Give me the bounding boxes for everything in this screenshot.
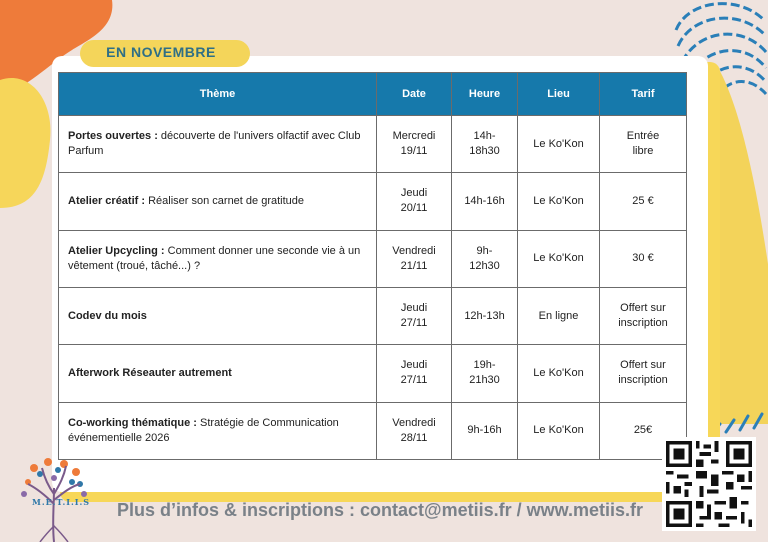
event-time xyxy=(452,116,518,173)
table-header-row xyxy=(59,73,687,116)
event-place: Le Ko'Kon xyxy=(518,402,600,459)
event-title: Atelier Upcycling : xyxy=(68,244,165,257)
col-header-price: Tarif xyxy=(600,73,687,116)
qr-code-icon xyxy=(662,437,756,531)
event-day: Vendredi xyxy=(392,244,436,257)
table-row xyxy=(59,116,687,173)
event-date xyxy=(377,230,452,287)
event-price: 25€ xyxy=(600,402,687,459)
event-theme xyxy=(59,230,377,287)
event-day: Jeudi xyxy=(400,187,428,200)
event-price xyxy=(600,116,687,173)
event-time-end: 21h30 xyxy=(469,374,500,387)
event-time xyxy=(452,230,518,287)
event-time-start: 14h-16h xyxy=(464,194,505,207)
event-place: En ligne xyxy=(518,287,600,344)
table-row xyxy=(59,173,687,230)
event-day: Vendredi xyxy=(392,416,436,429)
decor-yellow-right xyxy=(716,64,768,424)
event-theme xyxy=(59,287,377,344)
event-title: Codev du mois xyxy=(68,309,147,322)
col-header-place: Lieu xyxy=(518,73,600,116)
event-title: Portes ouvertes : xyxy=(68,130,158,143)
event-place: Le Ko'Kon xyxy=(518,230,600,287)
event-price: 30 € xyxy=(600,230,687,287)
decor-yellow-blob xyxy=(0,60,60,210)
event-price-line1: Entrée xyxy=(626,130,660,143)
event-price xyxy=(600,287,687,344)
event-price: 25 € xyxy=(600,173,687,230)
event-description: Stratégie de Communication événementielle 2026 xyxy=(68,416,339,444)
table-row xyxy=(59,230,687,287)
logo-text: M.E.T.I.I.S xyxy=(32,497,91,507)
event-theme xyxy=(59,402,377,459)
footer-contact: Plus d’infos & inscriptions : contact@metiis.fr / www.metiis.fr xyxy=(117,500,643,520)
event-price-line1: Offert sur xyxy=(620,359,666,372)
event-time-start: 14h- xyxy=(473,130,496,143)
event-day-number: 28/11 xyxy=(400,431,428,444)
event-time xyxy=(452,402,518,459)
event-price-line2: inscription xyxy=(618,317,668,330)
event-place: Le Ko'Kon xyxy=(518,173,600,230)
event-day: Jeudi xyxy=(400,359,428,372)
event-time-end: 18h30 xyxy=(469,145,500,158)
event-description: Comment donner une seconde vie à un vêtement (troué, tâché...) ? xyxy=(68,244,361,272)
event-time xyxy=(452,173,518,230)
event-title: Atelier créatif : xyxy=(68,194,146,207)
event-place: Le Ko'Kon xyxy=(518,116,600,173)
event-description: Réaliser son carnet de gratitude xyxy=(145,194,305,207)
event-price xyxy=(600,345,687,402)
event-price-line1: Offert sur xyxy=(620,302,666,315)
event-day-number: 19/11 xyxy=(400,145,428,158)
col-header-time: Heure xyxy=(452,73,518,116)
event-day: Mercredi xyxy=(392,130,436,143)
event-theme xyxy=(59,173,377,230)
event-title: Co-working thématique : xyxy=(68,416,197,429)
event-theme xyxy=(59,345,377,402)
month-label: EN NOVEMBRE xyxy=(106,44,216,60)
event-time-start: 19h- xyxy=(473,359,496,372)
table-row xyxy=(59,287,687,344)
event-date xyxy=(377,116,452,173)
table-row xyxy=(59,345,687,402)
event-time-end: 12h30 xyxy=(469,259,500,272)
col-header-date: Date xyxy=(377,73,452,116)
event-theme xyxy=(59,116,377,173)
event-day-number: 21/11 xyxy=(400,259,428,272)
event-time-start: 9h- xyxy=(476,244,493,257)
event-date xyxy=(377,345,452,402)
event-day-number: 27/11 xyxy=(400,374,428,387)
event-price-line2: inscription xyxy=(618,374,668,387)
event-title: Afterwork Réseauter autrement xyxy=(68,366,232,379)
event-date xyxy=(377,402,452,459)
event-place: Le Ko'Kon xyxy=(518,345,600,402)
event-price-line2: libre xyxy=(632,145,654,158)
event-day-number: 27/11 xyxy=(400,317,428,330)
event-date xyxy=(377,287,452,344)
event-description: découverte de l'univers olfactif avec Club Parfum xyxy=(68,130,361,158)
event-time-start: 9h-16h xyxy=(467,424,502,437)
table-row xyxy=(59,402,687,459)
col-header-theme: Thème xyxy=(59,73,377,116)
event-time xyxy=(452,287,518,344)
event-day: Jeudi xyxy=(400,302,428,315)
event-time xyxy=(452,345,518,402)
events-table xyxy=(58,72,687,460)
event-date xyxy=(377,173,452,230)
event-time-start: 12h-13h xyxy=(464,309,505,322)
event-day-number: 20/11 xyxy=(400,202,428,215)
